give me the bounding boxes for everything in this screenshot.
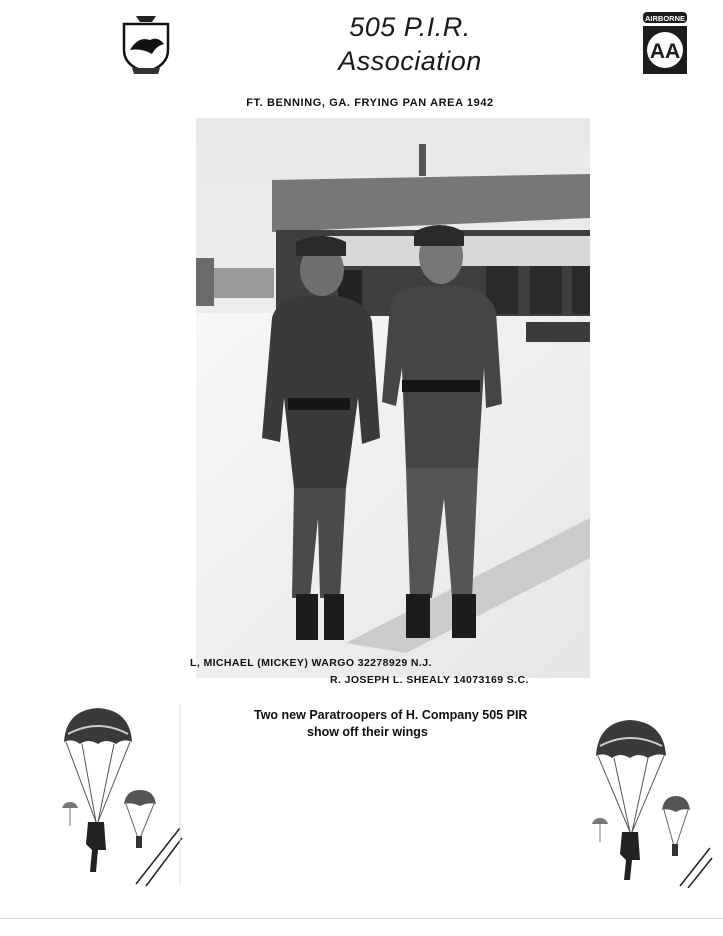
subcaption-line2: show off their wings — [307, 725, 428, 739]
airborne-aa-patch-icon — [641, 10, 689, 76]
scan-edge-rule — [0, 918, 723, 919]
patch-letters: AA — [649, 40, 681, 63]
page-title: 505 P.I.R. — [349, 12, 471, 42]
page-subtitle: Association — [338, 46, 482, 76]
subcaption-line1: Two new Paratroopers of H. Company 505 PIR — [254, 708, 528, 722]
photo-caption-top: FT. BENNING, GA. FRYING PAN AREA 1942 — [246, 97, 494, 109]
paratroopers-parachute-icon — [58, 704, 184, 888]
paratroopers-parachute-icon — [590, 716, 716, 888]
historic-photograph — [196, 118, 590, 678]
photo-names-right: R. JOSEPH L. SHEALY 14073169 S.C. — [330, 674, 529, 686]
photo-names-left: L, MICHAEL (MICKEY) WARGO 32278929 N.J. — [190, 657, 432, 669]
patch-tab-text: AIRBORNE — [644, 14, 686, 23]
regimental-crest-icon — [118, 10, 174, 76]
